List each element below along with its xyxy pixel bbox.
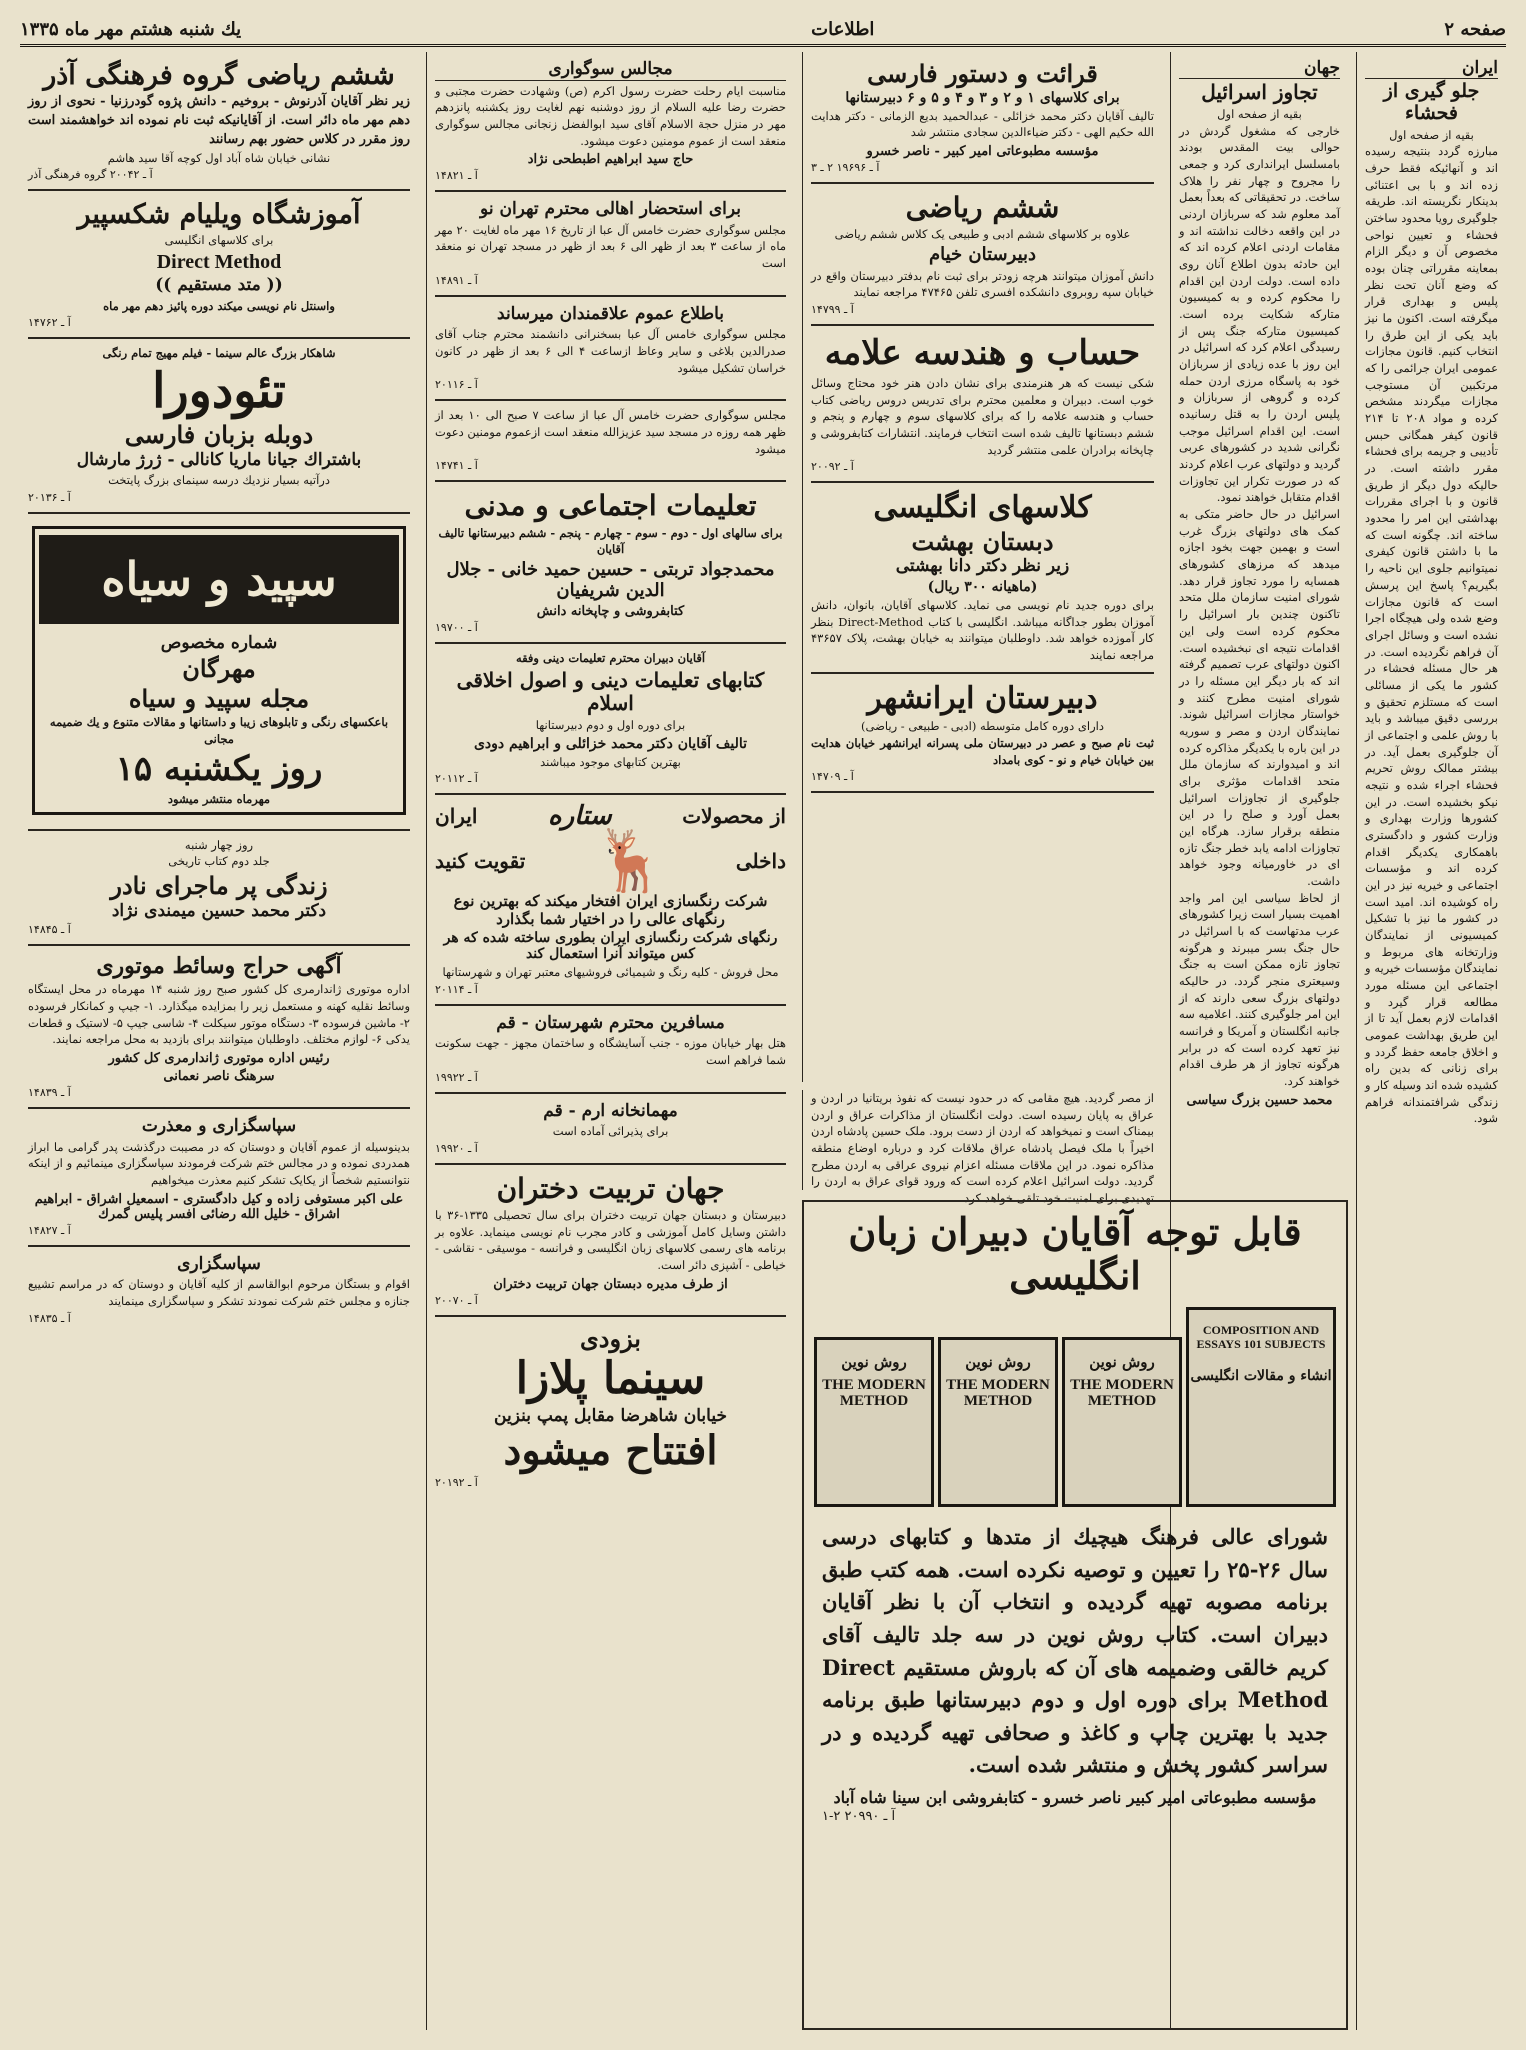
ad-title: مهمانخانه ارم - قم <box>543 1100 678 1121</box>
ad-title: کلاسهای انگلیسی <box>873 490 1092 526</box>
ad-ref: آ ـ ۱۴۷۰۹ <box>811 770 854 784</box>
ad-ref: آ ـ ۱۹۶۹۶ ۲ ـ ۳ <box>811 161 880 175</box>
ad-ref: آ ـ ۱۴۸۹۱ <box>435 273 478 287</box>
book-title-fa: روش نوین <box>841 1353 907 1372</box>
ad-nader-book <box>28 831 410 946</box>
ad-ref: آ ـ ۱۴۸۳۵ <box>28 1311 71 1325</box>
ad-ref: آ ـ ۲۰۱۹۲ <box>435 1476 478 1490</box>
book-title-en: COMPOSITION AND ESSAYS 101 SUBJECTS <box>1196 1323 1326 1351</box>
ad-iranshahr-school <box>811 674 1154 794</box>
article-signature: محمد حسین بزرگ سیاسی <box>1186 1092 1333 1108</box>
ad-mourning-1 <box>435 52 786 192</box>
ad-issue: شماره مخصوص <box>160 632 278 653</box>
ad-body: بهترین کتابهای موجود میباشند <box>540 754 681 769</box>
ad-publisher: مؤسسه مطبوعاتی امیر کبیر - ناصر خسرو <box>866 144 1099 160</box>
ad-ref: ۱-۲ آ ـ ۲۰۹۹۰ <box>822 1808 896 1824</box>
ad-subtitle: علاوه بر کلاسهای ششم ادبی و طبیعی یک کلاس ششم ریاضی <box>834 227 1131 242</box>
ad-paint-company <box>435 795 786 1005</box>
magazine-logo: سپید و سیاه <box>39 535 399 624</box>
ad-body: شورای عالی فرهنگ هیچیك از متدها و کتابهای درسی سال ۲۶-۲۵ را تعیین و توصیه نکرده است. همه کتب طبق برنامه مصوبه تهیه گردیده و انتخاب آن با نظر آقایان دبیران است. کتاب روش نوین در سه جلد تالیف آقای کریم خالقی وضمیمه های آن که باروش مستقیم Direct Method برای دوره اول و دوم دبیرستانها طبق برنامه جدید با بهترین چاپ و کاغذ و صحافی تهیه گردیده و در سراسر کشور پخش و منتشر شده است. <box>822 1524 1328 1778</box>
ad-title: دبیرستان ایرانشهر <box>867 680 1098 716</box>
ad-authors: محمدجواد تربتی - حسین حمید خانی - جلال الدین شریفیان <box>446 558 775 601</box>
ad-social-education <box>435 482 786 644</box>
modern-method-book-3 <box>814 1337 934 1507</box>
ad-method: Direct Method <box>156 250 282 273</box>
ad-ref: آ ـ ۱۹۹۲۰ <box>435 1141 478 1155</box>
continued-note: بقیه از صفحه اول <box>1389 127 1474 142</box>
ad-body: اقوام و بستگان مرحوم ابوالقاسم از کلیه آقایان و دوستان که در مراسم تشییع جنازه و مجلس ختم شرکت نمودند تشکر و سپاسگزاری مینمایند <box>28 1277 410 1308</box>
ad-english-textbooks <box>802 1200 1348 2030</box>
ad-eram-inn <box>435 1094 786 1165</box>
ad-body: بدینوسیله از عموم آقایان و دوستان که در مصیبت درگذشت پدر گرامی ما ابراز همدردی نموده و در مجالس ختم شرکت فرمودند سپاسگزاری مینمائیم و از اینکه نتوانستیم شخصاً از یکایک تشکر کنیم معذرت میخواهیم <box>28 1139 410 1187</box>
ad-title: جهان تربیت دختران <box>496 1171 725 1205</box>
ad-vehicle-auction <box>28 946 410 1109</box>
ad-subtitle: برای سالهای اول - دوم - سوم - چهارم - پنجم - ششم دبیرستانها تالیف آقایان <box>438 525 783 557</box>
ad-subtitle: برای کلاسهای ۱ و ۲ و ۳ و ۴ و ۵ و ۶ دبیرستانها <box>845 89 1120 106</box>
ad-prefix: از محصولات <box>682 804 786 829</box>
column-ads-left <box>20 52 418 2030</box>
book-title-en: THE MODERN METHOD <box>1070 1376 1174 1410</box>
ad-publisher: کتابفروشی و چاپخانه دانش <box>536 604 685 620</box>
ad-title: ششم ریاضی گروه فرهنگی آذر <box>43 60 395 91</box>
ad-azar-group <box>28 52 410 191</box>
ad-end: افتتاح میشود <box>503 1427 718 1475</box>
article-continuation: از مصر گردید. هیچ مقامی که در حدود نیست که نفوذ بریتانیا در اردن و عراق به پایان رسیده است. دولت انگلستان از مذاکرات عراق و اردن بیمناک است و نمیخواهد که اردن از دست برود. ملک حسین پادشاه اردن اخیراً با ملک فیصل پادشاه عراق ملاقات کرد و درباره اوضاع منطقه مذاکره نمود. در این ملاقات مسئله اعزام نیروی عراقی به اردن مطرح گردید. دولت اسرائیل اعلام کرده است که ورود قوای عراق به اردن را تهدیدی برای امنیت خود تلقی خواهد کرد. <box>811 1091 1154 1206</box>
ad-subtitle: برای دوره اول و دوم دبیرستانها <box>535 717 686 732</box>
ad-body: مجلس سوگواری حضرت خامس آل عبا از تاریخ ۱۶ مهر ماه لغایت ۲۰ مهر ماه از ساعت ۳ بعد از ظهر الی ۶ بعد از ظهر در مسجد تهران نو منعقد است <box>435 222 786 271</box>
ad-body: شکی نیست که هر هنرمندی برای نشان دادن هنر خود محتاج وسائل خوب است. دبیران و معلمین محترم برای تدریس دروس ریاضی کتاب حساب و هندسه علامه را که برای کلاسهای سوم و چهارم و پنجم و ششم دبستانها تالیف شده است انتخاب فرمایند. انتشارات کتابفروشی و چاپخانه برادران علمی منتشر گردید <box>811 376 1154 457</box>
ad-author: دکتر محمد حسین میمندی نژاد <box>111 900 327 921</box>
ad-title: تئودورا <box>152 362 286 419</box>
ad-end: تقویت کنید <box>435 849 526 874</box>
ad-title: قابل توجه آقایان دبیران زبان انگلیسی <box>848 1209 1302 1298</box>
ad-magazine-name: مجله سپید و سیاه <box>128 683 310 713</box>
ad-mourning-2 <box>435 192 786 297</box>
ad-title: ششم ریاضی <box>905 191 1060 225</box>
masthead <box>20 14 1506 47</box>
ad-signature: از طرف مدیره دبستان جهان تربیت دختران <box>493 1276 728 1292</box>
ad-title: زندگی پر ماجرای نادر <box>110 870 328 900</box>
brand-name: ستاره <box>547 801 612 832</box>
ad-sepid-siah-magazine <box>28 514 410 831</box>
ad-title: سینما پلازا <box>515 1353 706 1405</box>
ad-signature: علی اکبر مستوفی زاده و کیل دادگستری - اسمعیل اشراق - ابراهیم اشراق - خلیل الله رضائی افسر پلیس گمرك <box>34 1191 404 1222</box>
ad-title: برای استحضار اهالی محترم تهران نو <box>480 199 741 220</box>
ad-ref: آ ـ ۲۰۱۱۴ <box>435 982 478 996</box>
ad-ref: آ ـ ۱۹۷۰۰ <box>435 621 478 635</box>
ad-title: آموزشگاه ویلیام شکسپیر <box>77 199 361 231</box>
ad-address: نشانی خیابان شاه آباد اول کوچه آقا سید هاشم <box>107 150 331 165</box>
ad-body: شرکت رنگسازی ایران افتخار میکند که بهترین نوع رنگهای عالی را در اختیار شما بگذارد <box>453 892 768 928</box>
ad-ref: آ ـ ۱۴۸۳۹ <box>28 1086 71 1100</box>
ad-ref: آ ـ ۲۰۱۱۶ <box>435 378 478 392</box>
ad-signature: رئیس اداره موتوری ژاندارمری کل کشور <box>108 1051 330 1067</box>
ad-title: مسافرین محترم شهرستان - قم <box>496 1012 725 1033</box>
ad-cast: باشتراك جیانا ماریا کانالی - ژرژ مارشال <box>76 449 362 470</box>
ad-allameh-math <box>811 326 1154 483</box>
ad-month: مهرماه منتشر میشود <box>167 791 271 806</box>
ad-body: زیر نظر آقایان آذرنوش - بروخیم - دانش پژوه گودرزنیا - نحوی از روز دهم مهر ماه دائر است. از آقایانیکه ثبت نام نموده اند خواهشمند است روز مقرر در کلاس حضور بهم رسانند <box>28 94 410 147</box>
ad-occasion: مهرگان <box>182 654 256 684</box>
ad-authors: تالیف آقایان دکتر محمد خزائلی و ابراهیم دودی <box>473 735 748 752</box>
section-label: جهان <box>1179 58 1340 79</box>
ad-title: کتابهای تعلیمات دینی و اصول اخلاقی اسلام <box>456 667 765 715</box>
ad-ref: آ ـ ۱۴۸۲۱ <box>435 169 478 183</box>
ad-body: باعکسهای رنگی و تابلوهای زیبا و داستانها و مقالات متنوع و یك ضمیمه مجانی <box>49 715 389 747</box>
ad-thanks <box>28 1247 410 1333</box>
ad-sixth-math <box>811 184 1154 326</box>
composition-book <box>1186 1307 1336 1507</box>
ad-title: تعلیمات اجتماعی و مدنی <box>464 489 757 523</box>
ad-body: اداره موتوری ژاندارمری کل کشور صبح روز شنبه ۱۴ مهرماه در محل ایستگاه وسائط نقلیه کهنه و مستعمل زیر را بمزایده میگذارد. ۱- جیپ و کمانکار فرسوده ۲- ماشین فرسوده ۳- دستگاه موتور سیکلت ۴- شاسی جیپ ۵- لاستیک و قطعات یدکی ۶- لوازم مختلف. داوطلبان میتوانند برای بازدید به محل مراجعه نمایند. <box>28 982 410 1047</box>
ad-girls-school <box>435 1165 786 1317</box>
issue-date: یك شنبه هشتم مهر ماه ۱۳۳۵ <box>20 18 242 40</box>
page-number: صفحه ۲ <box>1444 18 1506 40</box>
ad-religious-books <box>435 644 786 795</box>
ad-english-classes <box>811 483 1154 673</box>
column-continuation <box>802 1090 1162 1206</box>
ad-title: سپاسگزاری <box>177 1253 261 1274</box>
ad-body: برای دوره جدید نام نویسی می نماید. کلاسهای آقایان، بانوان، دانش آموزان بطور جداگانه میباشد. انگلیسی با کتاب Direct-Method بنظر کار آموزده خواهد شد. داوطلبان میتوانند به خیابان بهشت، پلاک ۴۳۶۵۷ مراجعه نمایند <box>811 598 1154 663</box>
ad-body: هتل بهار خیابان موزه - جنب آسایشگاه و ساختمان مجهز - جهت سکونت شما فراهم است <box>435 1036 786 1067</box>
ad-subtitle: زیر نظر دکتر دانا بهشتی <box>895 556 1070 577</box>
book-images <box>812 1299 1338 1515</box>
ad-school-name: دبستان بهشت <box>911 526 1054 556</box>
ad-title: حساب و هندسه علامه <box>824 332 1141 373</box>
continued-note: بقیه از صفحه اول <box>1217 107 1302 121</box>
ad-persian-reading <box>811 52 1154 184</box>
ad-signature: حاج سید ابراهیم اطبطحی نژاد <box>527 152 694 168</box>
ad-body: دانش آموزان میتوانند هرچه زودتر برای ثبت نام بدفتر دبیرستان واقع در خیابان سپه روبروی دانشکده افسری تلفن ۴۷۴۶۵ مراجعه نمایند <box>811 268 1154 300</box>
ad-title: آگهی حراج وسائط موتوری <box>96 953 342 980</box>
ad-ref: آ ـ ۲۰۰۴۲ گروه فرهنگی آذر <box>28 168 153 182</box>
ad-cinema-plaza <box>435 1317 786 1498</box>
ad-body: مجلس سوگواری حضرت خامس آل عبا از ساعت ۷ صبح الی ۱۰ بعد از ظهر همه روزه در مسجد سید عزیزالله منعقد است ازعموم مومنین دعوت میشود <box>435 408 786 456</box>
ad-signature-2: سرهنگ ناصر نعمانی <box>163 1069 275 1085</box>
ad-shakespeare-institute <box>28 191 410 339</box>
newspaper-name: اطلاعات <box>811 18 875 40</box>
article-title: جلو گیری از فحشاء <box>1383 80 1480 124</box>
book-title-fa: روش نوین <box>1089 1353 1155 1372</box>
ad-ref: آ ـ ۲۰۰۷۰ <box>435 1293 478 1307</box>
ad-publisher: مؤسسه مطبوعاتی امیر کبیر ناصر خسرو - کتابفروشی ابن سینا شاه آباد <box>833 1787 1317 1807</box>
ad-suffix: ایران <box>435 804 478 829</box>
ad-body: برای پذیرائی آماده است <box>552 1124 669 1139</box>
ad-body: درآتیه بسیار نزدیك درسه سینمای بزرگ پایتخت <box>108 473 330 488</box>
section-label: مجالس سوگواری <box>435 60 786 81</box>
ad-mourning-4 <box>435 401 786 482</box>
ad-subtitle: دوبله بزبان فارسی <box>124 420 314 450</box>
ad-title: باطلاع عموم علاقمندان میرساند <box>497 303 724 324</box>
ad-body: واسنتل نام نویسی میکند دوره پائیز دهم مهر ماه <box>103 298 335 313</box>
deer-logo-icon: 🦌 <box>593 826 668 897</box>
ad-top: بزودی <box>580 1323 641 1353</box>
ad-method-fa: (( متد مستقیم )) <box>155 274 283 295</box>
article-body-2: اسرائیل در حال حاضر متکی به کمک های دولتهای بزرگ غرب است و بهمین جهت بخود اجازه میدهد که مرزهای کشورهای همسایه را مورد تجاوز قرار دهد. شورای امنیت سازمان ملل متحد تاکنون چندین بار اسرائیل را محکوم کرده است ولی این اقدامات نتیجه ای نبخشیده است. اکنون دولتهای عرب تصمیم گرفته اند که بار دیگر این مسئله را در شورای امنیت مطرح کنند و خواستار مجازات اسرائیل شوند. نمایندگان اردن و مصر و سوریه در این باره با یکدیگر مذاکره کرده اند و امیدوارند که سازمان ملل متحد اقدامات مؤثری برای جلوگیری از تجاوزات اسرائیل بعمل آورد و صلح را در این منطقه برقرار سازد. هرگاه این تجاوزات ادامه یابد خطر جنگ تازه ای در خاورمیانه وجود خواهد داشت. <box>1179 507 1340 888</box>
ad-hotel-qom <box>435 1006 786 1094</box>
article-body: مبارزه گردد بنتیجه رسیده اند و آنهائیکه فقط حرف زده اند و با بی اعتنائی بدینکار نگریسته اند. طریقه جلوگیری رویا محدود ساختن فحشاء و تعیین نواحی مخصوص آن و دیگر الزام بمعاینه مقرراتی چنان بوده که وضع آنان تحت نظر پلیس و بهداری قرار میگرفته است. اکنون ما نیز باید یکی از این طرق را انتخاب کنیم. قانون مجازات عمومی ایران جرائمی را که مرتکبین آن مستوجب مجازات میگردند مشخص کرده و مواد ۲۰۸ تا ۲۱۴ قانون کیفر همگانی حبس تأدیبی و جریمه برای فحشاء مقرر داشته است. در حالیکه دول دیگر از طریق قانون و با اجرای مقررات بهداشتی این امر را محدود ساخته اند. چگونه است که ما با داشتن قانون کیفری نمیتوانیم جلوی این ناحیه را بگیریم؟ پاسخ این پرسش است که قانون مجازات وضع شده ولی هیچگاه اجرا نشده است و وسائل اجرای آن فراهم نگردیده است. در هر حال مسئله فحشاء در کشور ما یکی از مسائلی است که مستلزم تحقیق و بررسی دقیق میباشد و باید با روش علمی و اجتماعی از آن جلوگیری بعمل آید. در بیشتر ممالک روش تحریم فحشاء اجراء شده و نتیجه نیکو بخشیده است. در این کشورها وزارت بهداری و وزارت کشور و دادگستری باهمکاری یکدیگر اقدام کرده اند و مؤسسات اجتماعی و خیریه نیز در این راه کوشیده اند. امید است در کشور ما نیز با تشکیل کمیسیونی از نمایندگان وزارتخانه های مربوط و نمایندگان مؤسسات خیریه و اجتماعی این مسئله مورد مطالعه قرار گیرد و اقدامات لازم بعمل آید تا از این طریق بهداشت عمومی و اخلاق جامعه حفظ گردد و برای زنانی که بدین راه کشیده شده اند وسیله کار و زندگی شرافتمندانه فراهم شود. <box>1365 144 1499 1126</box>
ad-fee: (ماهیانه ۳۰۰ ریال) <box>927 579 1038 596</box>
book-title-fa: انشاء و مقالات انگلیسی <box>1190 1367 1332 1384</box>
ad-title: قرائت و دستور فارسی <box>867 59 1098 88</box>
book-title-fa: روش نوین <box>965 1353 1031 1372</box>
ad-ref: آ ـ ۲۰۱۳۶ <box>28 490 71 504</box>
ad-thanks-apology <box>28 1109 410 1247</box>
article-title: تجاوز اسرائیل <box>1201 80 1318 104</box>
ad-top: روز چهار شنبه <box>184 837 254 852</box>
ad-address: خیابان شاهرضا مقابل پمپ بنزین <box>494 1405 727 1426</box>
ad-ref: آ ـ ۲۰۰۹۲ <box>811 460 854 474</box>
ad-ref: آ ـ ۱۴۷۴۱ <box>435 459 478 473</box>
ad-ref: آ ـ ۱۴۸۴۵ <box>28 923 71 937</box>
modern-method-book-2 <box>938 1337 1058 1507</box>
ad-subtitle: برای کلاسهای انگلیسی <box>164 233 274 248</box>
ad-top: آقایان دبیران محترم تعلیمات دینی وفقه <box>515 651 706 666</box>
ad-title: سپاسگزاری و معذرت <box>141 1116 297 1137</box>
ad-theodora-film <box>28 339 410 514</box>
article-body-1: خارجی که مشغول گردش در حوالی بیت المقدس بودند بامسلسل ایرانداری کرد و جمعی را مجروح و چهار نفر را هلاک ساخت. در تحقیقاتی که بعداً بعمل آمد معلوم شد که سربازان اردنی در این واقعه دخالت نداشته اند و مقامات اردنی اعلام کرده اند که این حادثه بدون اطلاع آنان روی داده است. دولت اردن این اقدام را محکوم کرده و به کمیسیون متارکه شکایت برده است. کمیسیون متارکه جنگ پس از رسیدگی اعلام کرد که اسرائیل در این روز با عده زیادی از سربازان خود به پاسگاه مرزی اردن حمله کرده و گروهی از سربازان و پلیس اردن را به قتل رسانیده است. این اقدام اسرائیل موجب نگرانی شدید در کشورهای عربی گردید و دولتهای عرب اعلام کردند که در صورت تکرار این تجاوزات اقدام متقابل خواهند نمود. <box>1179 123 1340 505</box>
ad-body: دبیرستان و دبستان جهان تربیت دختران برای سال تحصیلی ۱۳۳۵-۳۶ با داشتن وسایل کامل آموزشی و کادر مجرب نام نویسی مینماید. علاوه بر برنامه های رسمی کلاسهای زبان انگلیسی و فرانسه - موسیقی - نقاشی - خیاطی - آشپزی دائر است. <box>435 1208 786 1273</box>
article-body-3: از لحاظ سیاسی این امر واجد اهمیت بسیار است زیرا کشورهای عرب مدتهاست که با اسرائیل در حال جنگ بسر میبرند و هرگونه تجاوز تازه ممکن است به جنگ وسیعتری منجر گردد. در حالیکه دولتهای بزرگ سعی دارند که از این امر جلوگیری کنند. اعلامیه سه جانبه انگلستان و آمریکا و فرانسه نیز تعهد کرده است که در برابر هرگونه تجاوز از هر طرف اقدام خواهند کرد. <box>1179 890 1340 1088</box>
column-ads-mourning <box>426 52 794 2030</box>
ad-ref: آ ـ ۲۰۱۱۲ <box>435 772 478 786</box>
ad-note: رنگهای شرکت رنگسازی ایران بطوری ساخته شده که هر کس میتواند آنرا استعمال کند <box>443 929 778 962</box>
ad-day: روز یکشنبه ۱۵ <box>115 748 323 789</box>
ad-subtitle: جلد دوم کتاب تاریخی <box>168 854 270 869</box>
modern-method-book-1 <box>1062 1337 1182 1507</box>
book-title-en: THE MODERN METHOD <box>946 1376 1050 1410</box>
ad-ref: آ ـ ۱۴۷۶۲ <box>28 316 71 330</box>
ad-body: مناسبت ایام رحلت حضرت رسول اکرم (ص) وشهادت حضرت مجتبی و حضرت رضا علیه السلام از روز دوشنبه نهم لغایت روز یکشنبه پانزدهم مهر در منزل حجة الاسلام آقای سید ابوالفضل زنجانی مجالس سوگواری منعقد است از عموم مومنین دعوت میشود. <box>435 83 786 148</box>
ad-ref: آ ـ ۱۴۷۹۹ <box>811 302 854 316</box>
ad-ref: آ ـ ۱۴۸۲۷ <box>28 1223 71 1237</box>
ad-body: ثبت نام صبح و عصر در دبیرستان ملی پسرانه ایرانشهر خیابان هدایت بین خیابان خیام و نو - کوی بامداد <box>811 735 1154 767</box>
ad-mourning-3 <box>435 297 786 402</box>
ad-body: تالیف آقایان دکتر محمد خزائلی - عبدالحمید بدیع الزمانی - دکتر هدایت الله حکیم الهی - دکتر ضیاءالدین سجادی منتشر شد <box>811 108 1154 140</box>
column-iran <box>1356 52 1506 2030</box>
section-label: ایران <box>1365 58 1498 79</box>
book-title-en: THE MODERN METHOD <box>822 1376 926 1410</box>
column-ads-center <box>802 52 1162 1082</box>
ad-school-name: دبیرستان خیام <box>928 243 1037 265</box>
ad-top: شاهکار بزرگ عالم سینما - فیلم مهیج تمام رنگی <box>102 346 336 361</box>
ad-subtitle: دارای دوره کامل متوسطه (ادبی - طبیعی - ریاضی) <box>861 719 1104 734</box>
ad-mid: داخلی <box>735 849 786 874</box>
ad-ref: آ ـ ۱۹۹۲۲ <box>435 1070 478 1084</box>
ad-address: محل فروش - کلیه رنگ و شیمیائی فروشیهای معتبر تهران و شهرستانها <box>442 965 779 980</box>
ad-body: مجلس سوگواری خامس آل عبا بسخنرانی دانشمند محترم جناب آقای صدرالدین بلاغی و سایر وعاظ ازساعت ۴ الی ۶ بعد از ظهر در کانون خراسان تشکیل میشود <box>435 327 786 375</box>
